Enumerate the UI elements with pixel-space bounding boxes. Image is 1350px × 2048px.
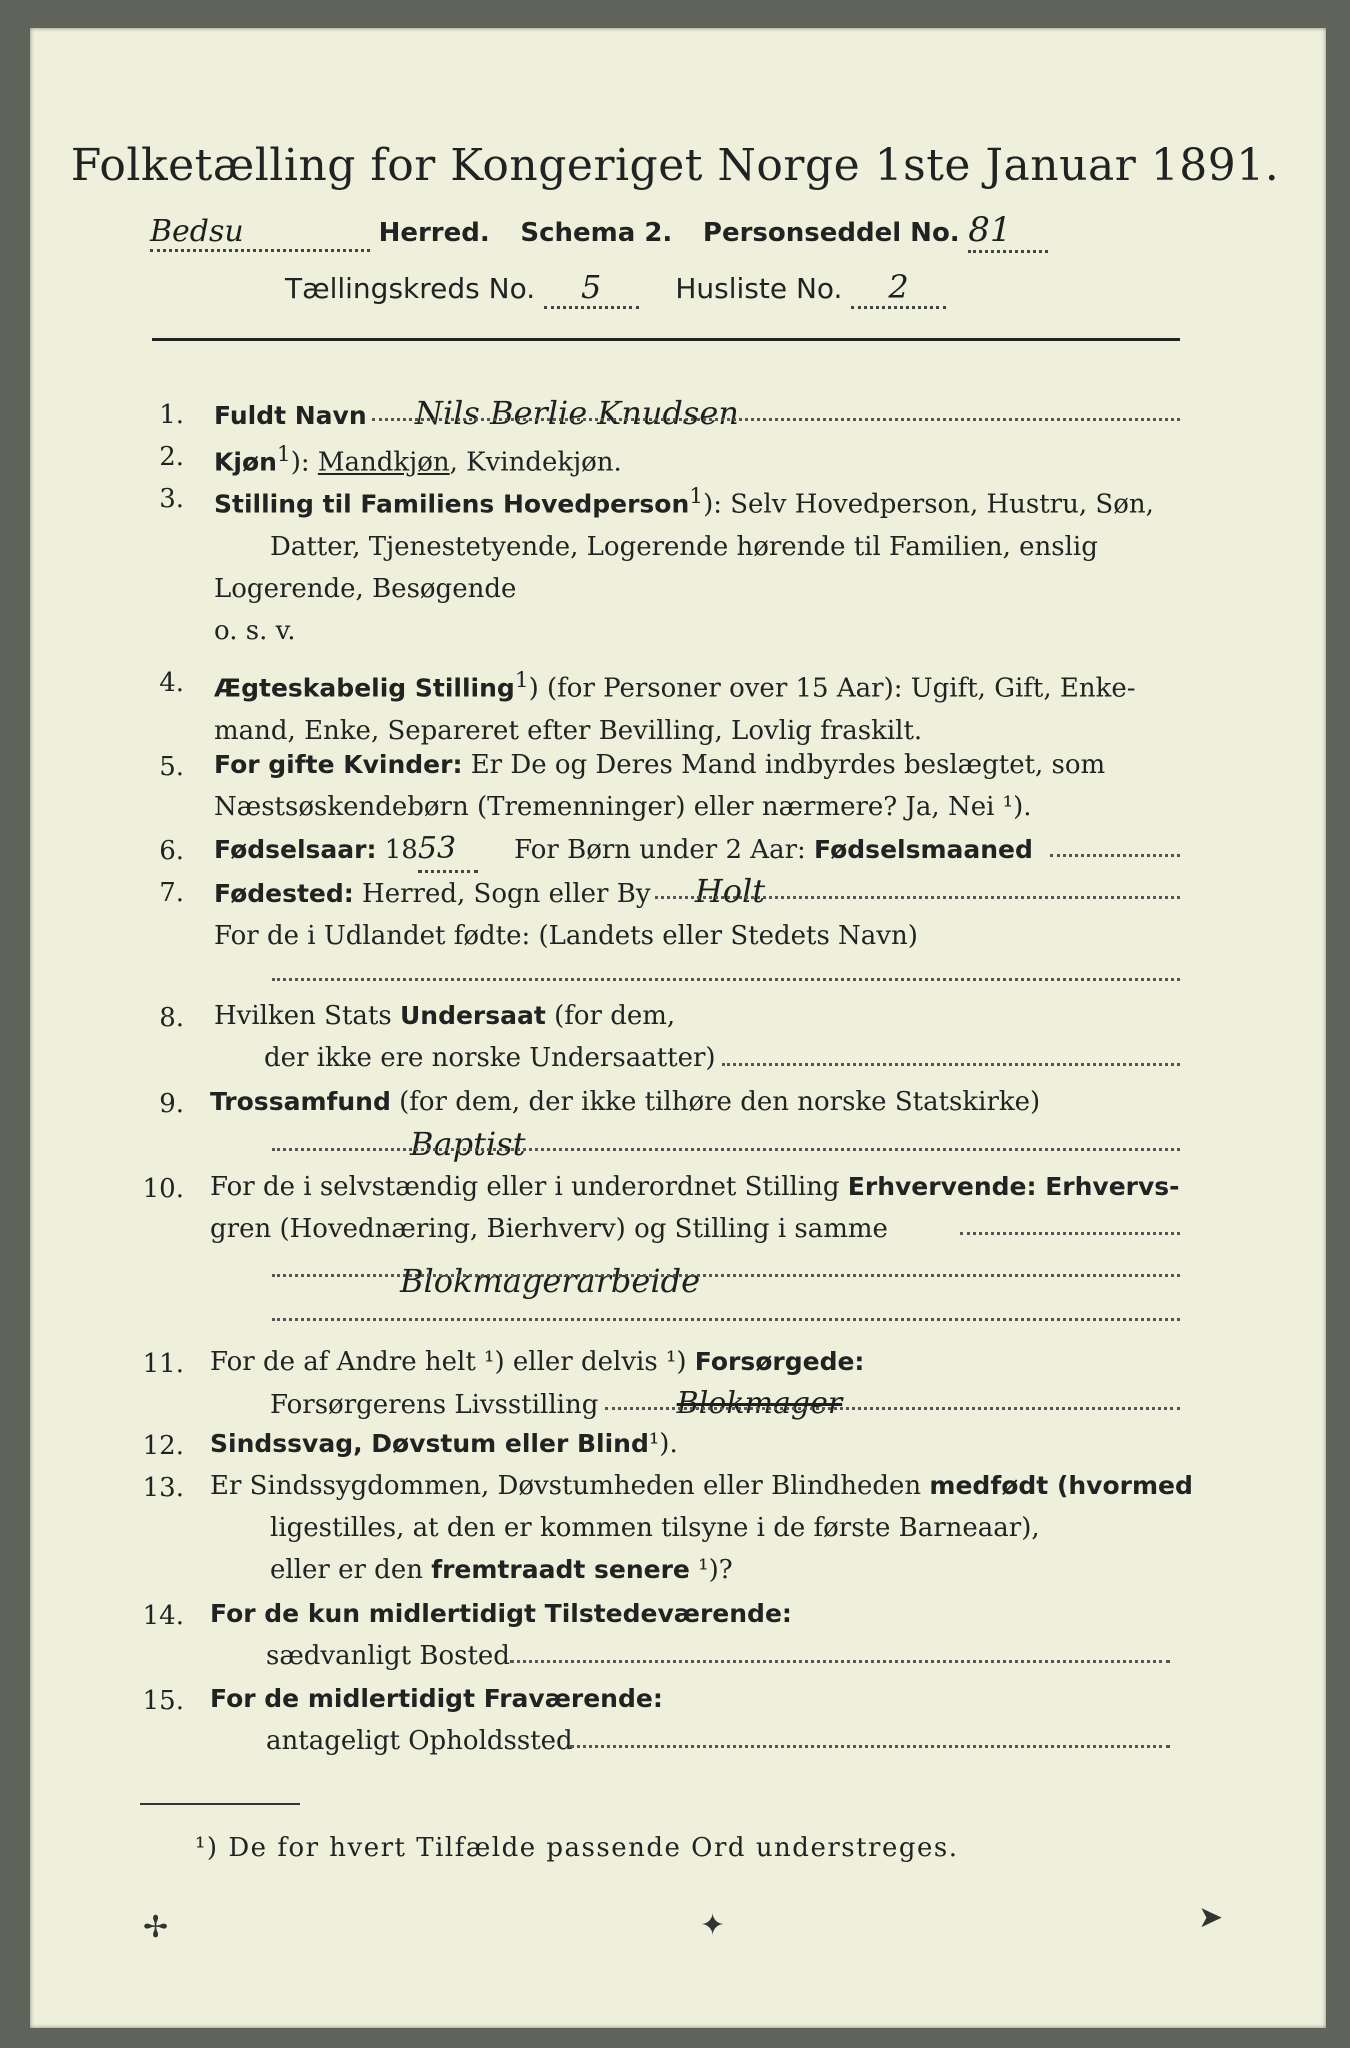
q8-row [214,995,716,1079]
q3-line3: Logerende, Besøgende [214,573,517,604]
q2-text-a: ): [290,447,318,478]
q13-line2: ligestilles, at den er kommen tilsyne i de første Barneaar), [270,1513,1040,1543]
q7-row [214,870,918,957]
q11-line2: Forsørgerens Livsstilling [270,1390,599,1420]
q13-label: medfødt [929,1471,1049,1500]
q7-label: Fødested: [214,879,354,908]
q9-row [210,1081,1040,1168]
q5-line1: Er De og Deres Mand indbyrdes beslægtet, som [470,750,1106,780]
q6-label2: Fødselsmaaned [814,835,1033,864]
q14-label: For de kun midlertidigt Tilstedeværende: [210,1599,792,1628]
q11-value: Blokmager [676,1386,843,1421]
q4-sup: 1 [514,668,529,693]
q14-fill-line [510,1660,1170,1663]
q11-line1: For de af Andre helt ¹) eller delvis ¹) [210,1347,695,1377]
q3-row [214,476,1154,652]
q6-fill-line [1050,854,1180,857]
q6-value: 53 [418,828,478,873]
schema-label: Schema 2. [520,218,673,248]
q3-sup: 1 [689,484,704,509]
q14-row [210,1593,792,1677]
q4-number: 4. [159,668,184,698]
q1-fill-line [372,418,1180,421]
q10-fill-line2 [272,1274,1180,1277]
herred-value: Bedsu [150,214,370,252]
q6-label: Fødselsaar: [214,835,377,864]
q4-row [214,660,1136,752]
q12-row [210,1423,678,1465]
q10-row [210,1166,1180,1312]
q4-label: Ægteskabelig Stilling [214,673,515,703]
q13-number: 13. [142,1473,184,1503]
q14-line2: sædvanligt Bosted [266,1641,510,1671]
q5-row [214,744,1105,828]
q13-label2: fremtraadt senere [431,1555,690,1584]
personseddel-label: Personseddel No. [702,218,960,248]
q6-row [214,828,1033,873]
q10-number: 10. [142,1174,184,1204]
registration-mark-left-icon: ✢ [143,1910,169,1945]
q10-label: Erhvervende: [847,1172,1037,1201]
q5-number: 5. [159,752,184,782]
husliste-label: Husliste No. [675,272,843,305]
kreds-label: Tællingskreds No. [285,272,536,305]
q6-prefix: 18 [384,835,418,865]
q3-line4: o. s. v. [214,615,296,646]
q1-row [214,392,739,437]
q1-label: Fuldt Navn [214,401,367,430]
q7-line2: For de i Udlandet fødte: (Landets eller Stedets Navn) [214,921,918,951]
q1-value: Nils Berlie Knudsen [414,394,739,432]
q15-line2: antageligt Opholdssted [266,1726,573,1756]
header-divider [152,338,1180,341]
q15-number: 15. [142,1686,184,1716]
q10-fill-line [960,1232,1180,1235]
q12-number: 12. [142,1431,184,1461]
q6-number: 6. [159,836,184,866]
q7-value: Holt [694,872,766,910]
q13-line1-rest: (hvormed [1048,1471,1193,1500]
q9-value: Baptist [410,1125,526,1163]
q3-label: Stilling til Familiens Hovedperson [214,489,690,519]
q7-line1: Herred, Sogn eller By [362,879,651,909]
q9-fill-line [272,1148,1180,1151]
q9-line1: (for dem, der ikke tilhøre den norske Statskirke) [399,1087,1041,1117]
q2-label: Kjøn [214,447,277,477]
q12-rest: ¹). [648,1429,678,1459]
q14-number: 14. [142,1601,184,1631]
q8-label: Undersaat [399,1001,546,1030]
q8-line1-rest: (for dem, [545,1001,676,1031]
q10-line2: gren (Hovednæring, Bierhverv) og Stilling i samme [210,1214,888,1244]
q6-rest: For Børn under 2 Aar: [514,835,806,865]
herred-label: Herred. [378,218,490,248]
q2-number: 2. [159,442,184,472]
q13-line1: Er Sindssygdommen, Døvstumheden eller Blindheden [210,1471,930,1501]
q2-sup: 1 [276,442,291,467]
q2-text-b: , Kvindekjøn. [449,447,622,478]
q11-row [210,1341,864,1426]
kreds-value: 5 [544,268,639,309]
footnote: ¹) De for hvert Tilfælde passende Ord understreges. [195,1833,959,1863]
kreds-line [285,268,946,309]
q15-row [210,1678,663,1762]
q11-label: Forsørgede: [694,1347,865,1376]
q8-line1: Hvilken Stats [214,1001,400,1031]
q10-fill-line3 [272,1318,1180,1321]
q3-line2: Datter, Tjenestetyende, Logerende hørende til Familien, enslig [270,531,1098,562]
q10-value: Blokmagerarbeide [400,1262,700,1300]
q3-line1: ): Selv Hovedperson, Hustru, Søn, [703,489,1154,520]
q7-fill-line2 [272,978,1180,981]
q15-label: For de midlertidigt Fraværende: [210,1684,663,1713]
q10-label2: Erhvervs- [1036,1172,1180,1201]
husliste-value: 2 [851,268,946,309]
q7-fill-line [655,896,1180,899]
footnote-rule [140,1803,300,1805]
q9-label: Trossamfund [210,1087,391,1116]
q12-label: Sindssvag, Døvstum eller Blind [210,1429,649,1458]
q11-number: 11. [142,1349,184,1379]
q7-number: 7. [159,878,184,908]
q11-fill-line [605,1407,1180,1410]
q13-row [210,1465,1193,1591]
q10-line1: For de i selvstændig eller i underordnet Stilling [210,1172,848,1202]
q13-line3a: eller er den [270,1555,432,1585]
q1-number: 1. [159,400,184,430]
form-title: Folketælling for Kongeriget Norge 1ste Januar 1891. [70,140,1280,191]
personseddel-value: 81 [968,210,1048,253]
herred-line [150,210,1048,253]
q5-line2: Næstsøskendebørn (Tremenninger) eller nærmere? Ja, Nei ¹). [214,792,1032,822]
q8-fill-line [722,1063,1180,1066]
registration-mark-center-icon: ✦ [700,1908,726,1943]
q4-line1: ) (for Personer over 15 Aar): Ugift, Gift, Enke- [528,673,1136,704]
registration-mark-right-icon: ➤ [1198,1900,1224,1935]
q2-option-mand: Mandkjøn [317,447,450,478]
q13-line3b: ¹)? [689,1555,733,1585]
q8-line2: der ikke ere norske Undersaatter) [264,1043,716,1073]
q15-fill-line [570,1745,1170,1748]
q8-number: 8. [159,1003,184,1033]
q9-number: 9. [159,1089,184,1119]
q3-number: 3. [159,484,184,514]
q5-label: For gifte Kvinder: [214,750,463,779]
q4-line2: mand, Enke, Separeret efter Bevilling, Lovlig fraskilt. [214,715,923,746]
